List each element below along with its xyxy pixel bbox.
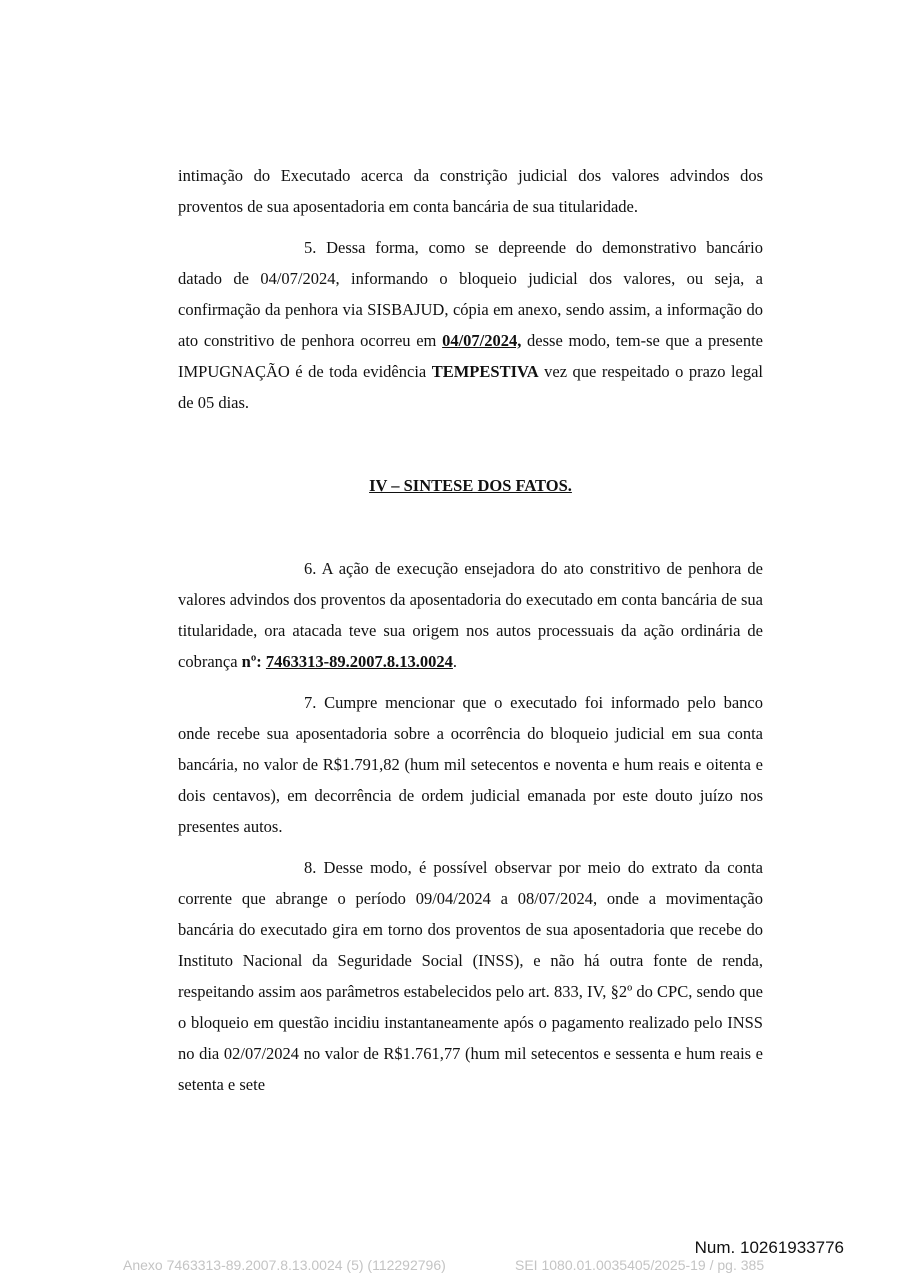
document-number-stamp: Num. 10261933776 [694,1238,844,1257]
footer-annex-reference: Anexo 7463313-89.2007.8.13.0024 (5) (112292796) [123,1257,446,1273]
paragraph-8: 8. Desse modo, é possível observar por meio do extrato da conta corrente que abrange o período 09/04/2024 a 08/07/2024, onde a movimentação bancária do executado gira em torno dos proventos de sua aposentadoria que recebe do Instituto Nacional da Seguridade Social (INSS), e não há outra fonte de renda, respeitando assim aos parâmetros estabelecidos pelo art. 833, IV, §2º do CPC, sendo que o bloqueio em questão incidiu instantaneamente após o pagamento realizado pelo INSS no dia 02/07/2024 no valor de R$1.761,77 (hum mil setecentos e sessenta e hum reais e setenta e sete [178,858,763,1094]
section-heading: IV – SINTESE DOS FATOS. [369,476,572,495]
paragraph-7: 7. Cumpre mencionar que o executado foi informado pelo banco onde recebe sua aposentadoria sobre a ocorrência do bloqueio judicial em sua conta bancária, no valor de R$1.791,82 (hum mil setecentos e noventa e hum reais e oitenta e dois centavos), em decorrência de ordem judicial emanada por este douto juízo nos presentes autos. [178,693,763,836]
paragraph-5 [178,232,763,418]
footer-sei-reference: SEI 1080.01.0035405/2025-19 / pg. 385 [515,1257,765,1273]
paragraph-6 [178,553,763,677]
paragraph-6-text-a: 6. A ação de execução ensejadora do ato constritivo de penhora de valores advindos dos proventos da aposentadoria do executado em conta bancária de sua titularidade, ora atacada teve sua origem nos autos processuais da ação ordinária de cobrança [178,559,763,671]
paragraph-6-text-b: . [452,652,458,671]
process-number: 7463313-89.2007.8.13.0024 [265,652,453,671]
paragraph-5-text-c: vez que respeitado o prazo legal de 05 dias. [178,362,764,412]
tempestiva-label: TEMPESTIVA [431,362,539,381]
paragraph-intimacao: intimação do Executado acerca da constrição judicial dos valores advindos dos proventos de sua aposentadoria em conta bancária de sua titularidade. [178,166,763,216]
process-number-label: nº: [241,652,262,671]
document-body [178,160,763,1110]
paragraph-5-text-b: desse modo, tem-se que a presente IMPUGNAÇÃO é de toda evidência [178,331,763,381]
paragraph-5-text-a: 5. Dessa forma, como se depreende do demonstrativo bancário datado de 04/07/2024, informando o bloqueio judicial dos valores, ou seja, a confirmação da penhora via SISBAJUD, cópia em anexo, sendo assim, a informação do ato constritivo de penhora ocorreu em [178,238,763,350]
penhora-date: 04/07/2024, [442,331,522,350]
